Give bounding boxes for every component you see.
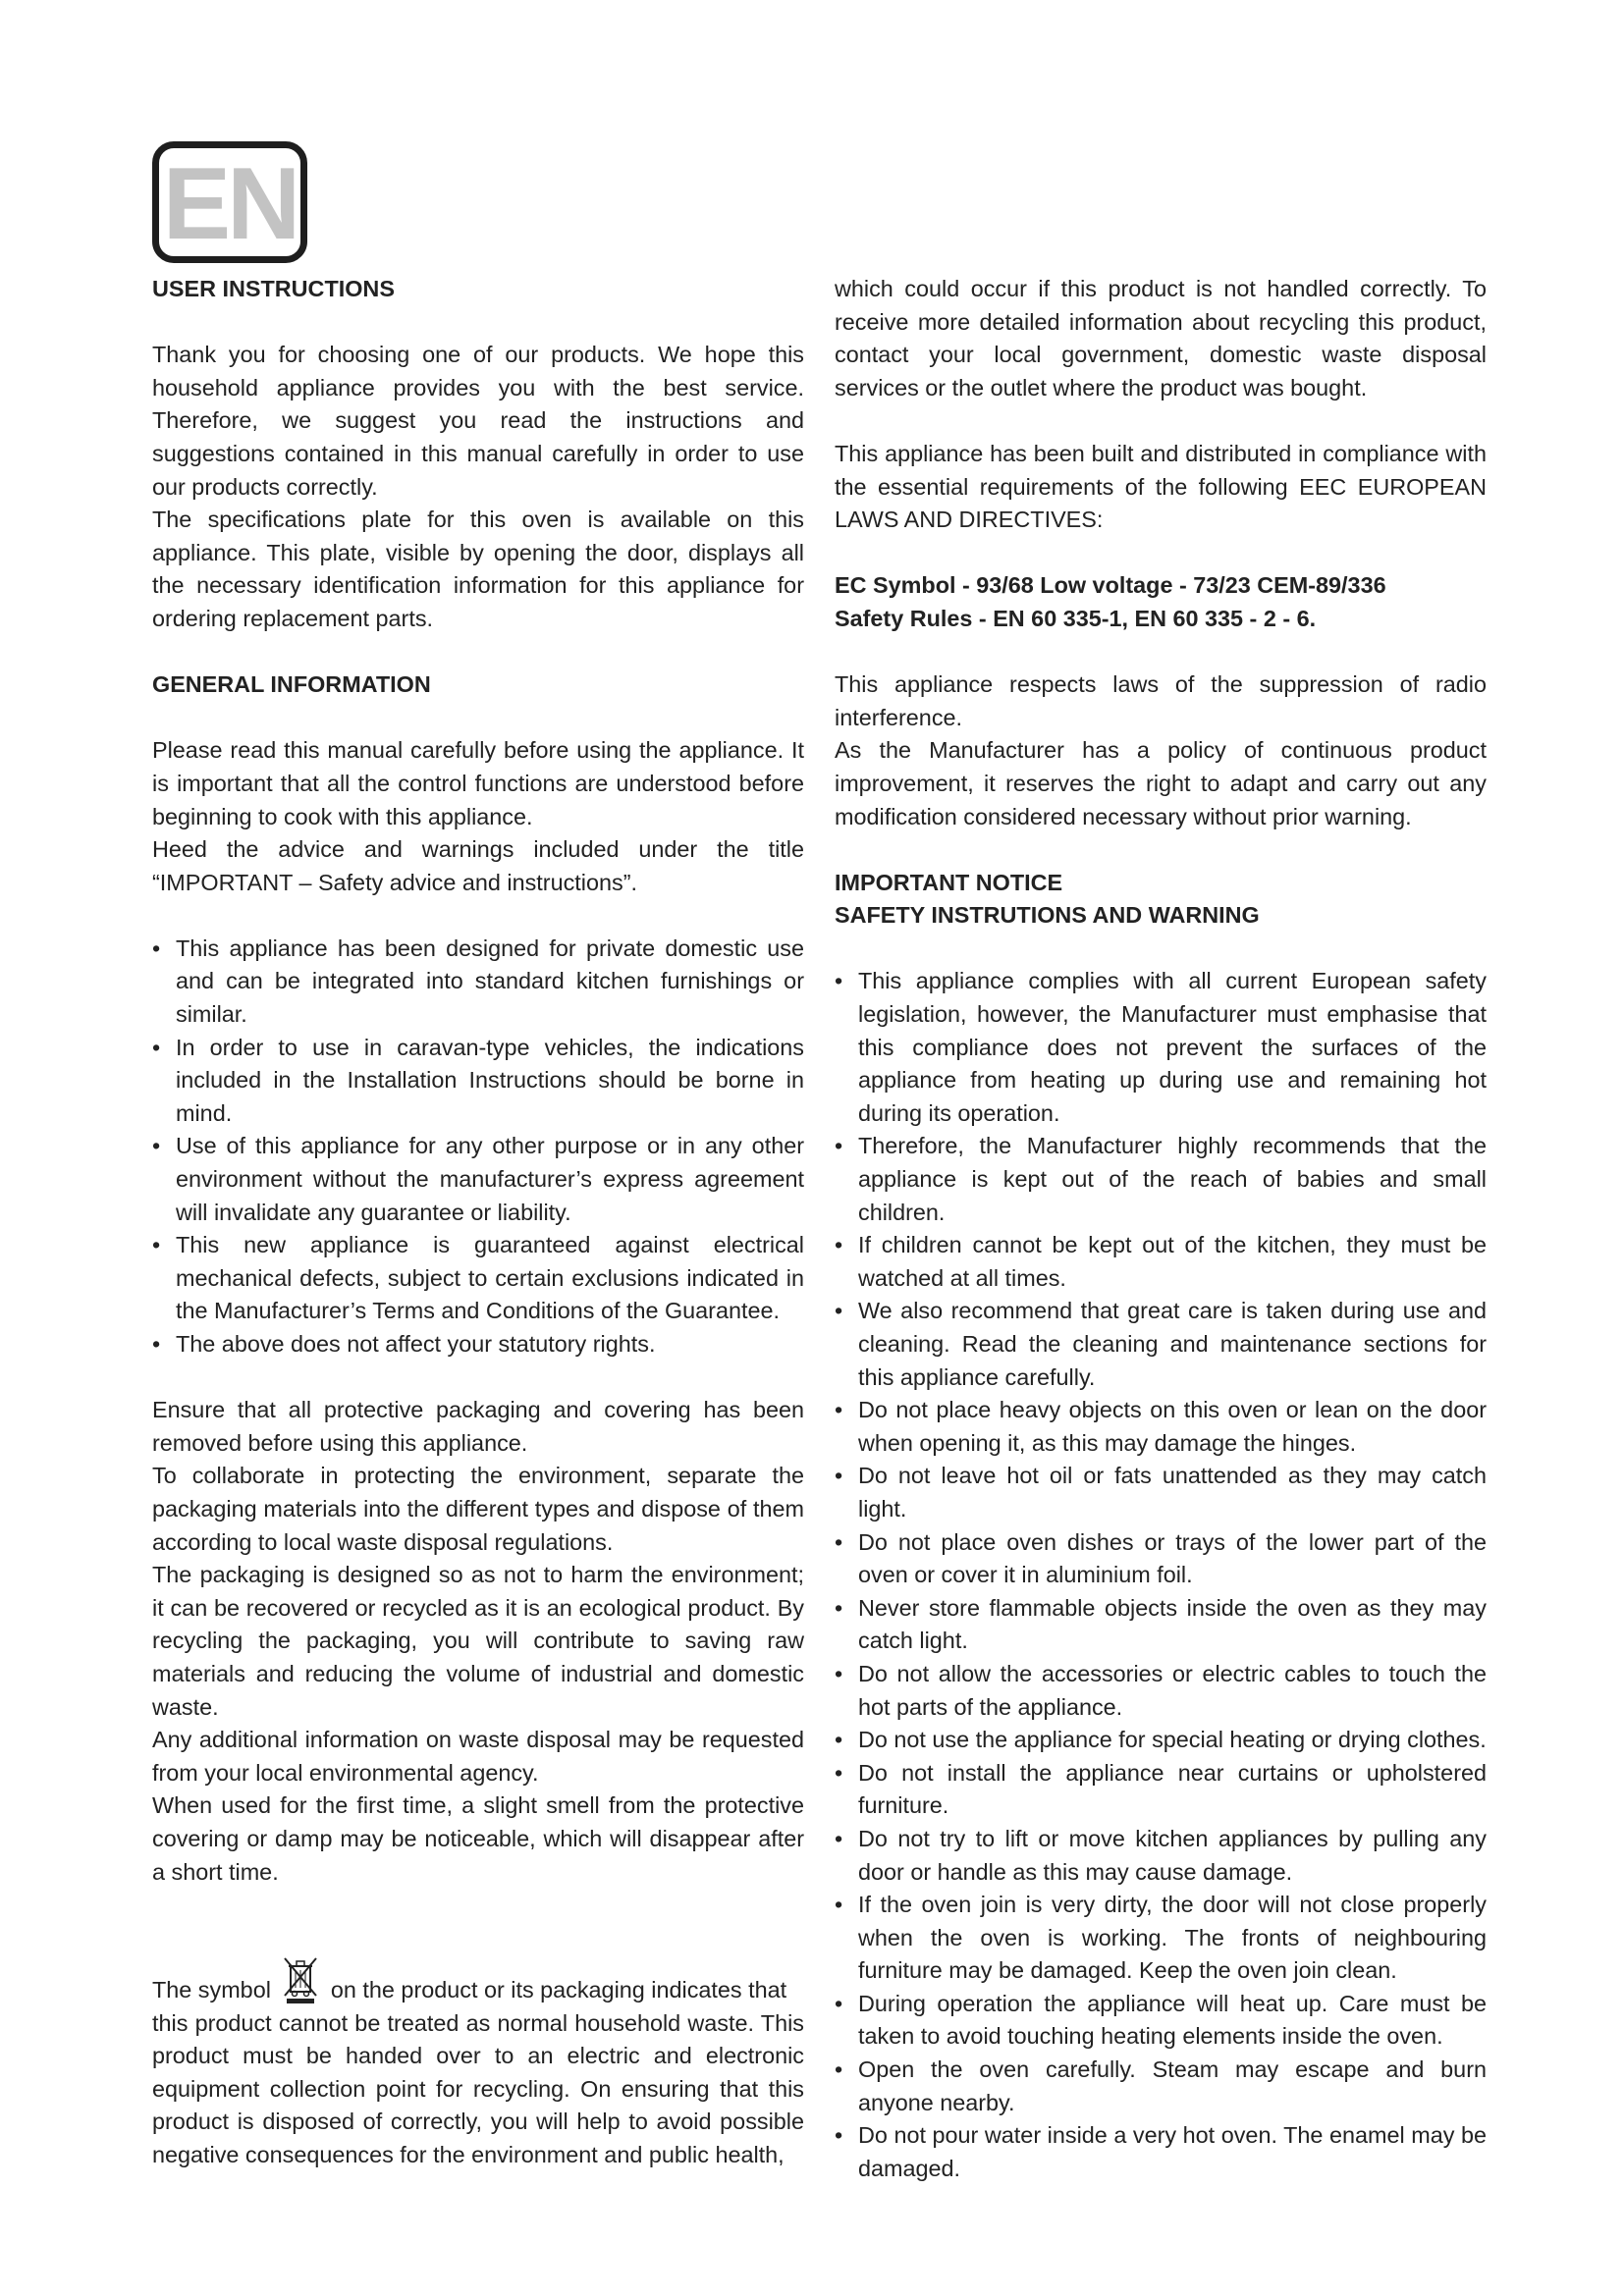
list-item: • Do not use the appliance for special heating or drying clothes. — [835, 1724, 1487, 1757]
manufacturer-policy-paragraph: As the Manufacturer has a policy of continuous product improvement, it reserves the right to adapt and carry out any modification considered necessary without prior warning. — [835, 737, 1487, 829]
safety-instructions-heading: SAFETY INSTRUTIONS AND WARNING — [835, 902, 1260, 929]
list-item: • Do not install the appliance near curtains or upholstered furniture. — [835, 1757, 1487, 1823]
list-item: • Do not leave hot oil or fats unattended as they may catch light. — [835, 1460, 1487, 1525]
general-bullet-list — [152, 933, 804, 1362]
list-item: • Never store flammable objects inside the oven as they may catch light. — [835, 1592, 1487, 1658]
list-item: • In order to use in caravan-type vehicles, the indications included in the Installation Instructions should be borne in mind. — [152, 1032, 804, 1131]
compliance-paragraph: This appliance has been built and distributed in compliance with the essential requirements of the following EEC EUROPEAN LAWS AND DIRECTIVES: — [835, 440, 1487, 533]
list-item: • Therefore, the Manufacturer highly recommends that the appliance is kept out of the reach of babies and small children. — [835, 1130, 1487, 1229]
list-item: • We also recommend that great care is taken during use and cleaning. Read the cleaning and maintenance sections for this appliance carefully. — [835, 1295, 1487, 1394]
list-item: • Do not pour water inside a very hot oven. The enamel may be damaged. — [835, 2119, 1487, 2185]
user-instructions-heading: USER INSTRUCTIONS — [152, 276, 395, 301]
list-item: • If children cannot be kept out of the kitchen, they must be watched at all times. — [835, 1229, 1487, 1295]
packaging-paragraph-1: Ensure that all protective packaging and covering has been removed before using this appliance. — [152, 1397, 804, 1456]
packaging-paragraph-5: When used for the first time, a slight smell from the protective covering or damp may be noticeable, which will disappear after a short time. — [152, 1792, 804, 1885]
interference-paragraph: This appliance respects laws of the suppression of radio interference. — [835, 671, 1487, 730]
packaging-paragraph-3: The packaging is designed so as not to harm the environment; it can be recovered or recycled as it is an ecological product. By recycling the packaging, you will contribute to saving raw materials and reducing the volume of industrial and domestic waste. — [152, 1562, 804, 1720]
intro-paragraph-2: The specifications plate for this oven is available on this appliance. This plate, visible by opening the door, displays all the necessary identification information for this appliance for ordering replacement parts. — [152, 507, 804, 631]
intro-paragraph-1: Thank you for choosing one of our products. We hope this household appliance provides you with the best service. Therefore, we suggest you read the instructions and suggestions contained in this manual carefully in order to use our products correctly. — [152, 342, 804, 500]
important-notice-heading: IMPORTANT NOTICE — [835, 869, 1063, 895]
right-column — [835, 273, 1487, 2185]
list-item: • Do not allow the accessories or electric cables to touch the hot parts of the appliance. — [835, 1658, 1487, 1724]
list-item: • Do not try to lift or move kitchen appliances by pulling any door or handle as this may cause damage. — [835, 1823, 1487, 1889]
general-paragraph-2: Heed the advice and warnings included under the title “IMPORTANT – Safety advice and instructions”. — [152, 836, 804, 895]
list-item: • This appliance has been designed for private domestic use and can be integrated into standard kitchen furnishings or similar. — [152, 933, 804, 1032]
language-badge-text: EN — [162, 147, 298, 261]
list-item: • Use of this appliance for any other purpose or in any other environment without the manufacturer’s express agreement will invalidate any guarantee or liability. — [152, 1130, 804, 1229]
crossed-out-bin-icon — [281, 1954, 320, 2003]
ec-symbol-line: EC Symbol - 93/68 Low voltage - 73/23 CEM-89/336 — [835, 572, 1386, 599]
symbol-text-before: The symbol — [152, 1977, 271, 2003]
list-item: • During operation the appliance will heat up. Care must be taken to avoid touching heating elements inside the oven. — [835, 1988, 1487, 2054]
symbol-text-after: on the product or its packaging indicates that — [330, 1977, 787, 2003]
general-paragraph-1: Please read this manual carefully before using the appliance. It is important that all the control functions are understood before beginning to cook with this appliance. — [152, 737, 804, 829]
list-item: • If the oven join is very dirty, the door will not close properly when the oven is working. The fronts of neighbouring furniture may be damaged. Keep the oven join clean. — [835, 1889, 1487, 1988]
symbol-paragraph: this product cannot be treated as normal household waste. This product must be handed over to an electric and electronic equipment collection point for recycling. On ensuring that this product is disposed of correctly, you will help to avoid possible negative consequences for the environment and public health, — [152, 2009, 804, 2168]
list-item: • Open the oven carefully. Steam may escape and burn anyone nearby. — [835, 2054, 1487, 2119]
language-badge-en — [152, 141, 307, 263]
safety-rules-line: Safety Rules - EN 60 335-1, EN 60 335 - 2 - 6. — [835, 605, 1317, 631]
general-information-heading: GENERAL INFORMATION — [152, 671, 431, 698]
packaging-paragraph-2: To collaborate in protecting the environment, separate the packaging materials into the different types and dispose of them according to local waste disposal regulations. — [152, 1463, 804, 1555]
list-item: • This new appliance is guaranteed against electrical mechanical defects, subject to certain exclusions indicated in the Manufacturer’s Terms and Conditions of the Guarantee. — [152, 1229, 804, 1328]
left-column — [152, 273, 804, 2172]
recycling-continued-paragraph: which could occur if this product is not handled correctly. To receive more detailed information about recycling this product, contact your local government, domestic waste disposal services or the outlet where the product was bought. — [835, 276, 1487, 400]
list-item: • This appliance complies with all current European safety legislation, however, the Manufacturer must emphasise that this compliance does not prevent the surfaces of the appliance from heating up during use and remaining hot during its operation. — [835, 965, 1487, 1130]
list-item: • The above does not affect your statutory rights. — [152, 1328, 804, 1362]
weee-symbol-line — [152, 1954, 804, 2007]
list-item: • Do not place heavy objects on this oven or lean on the door when opening it, as this may damage the hinges. — [835, 1394, 1487, 1460]
safety-bullet-list — [835, 965, 1487, 2185]
packaging-paragraph-4: Any additional information on waste disposal may be requested from your local environmental agency. — [152, 1727, 804, 1786]
list-item: • Do not place oven dishes or trays of the lower part of the oven or cover it in aluminium foil. — [835, 1526, 1487, 1592]
